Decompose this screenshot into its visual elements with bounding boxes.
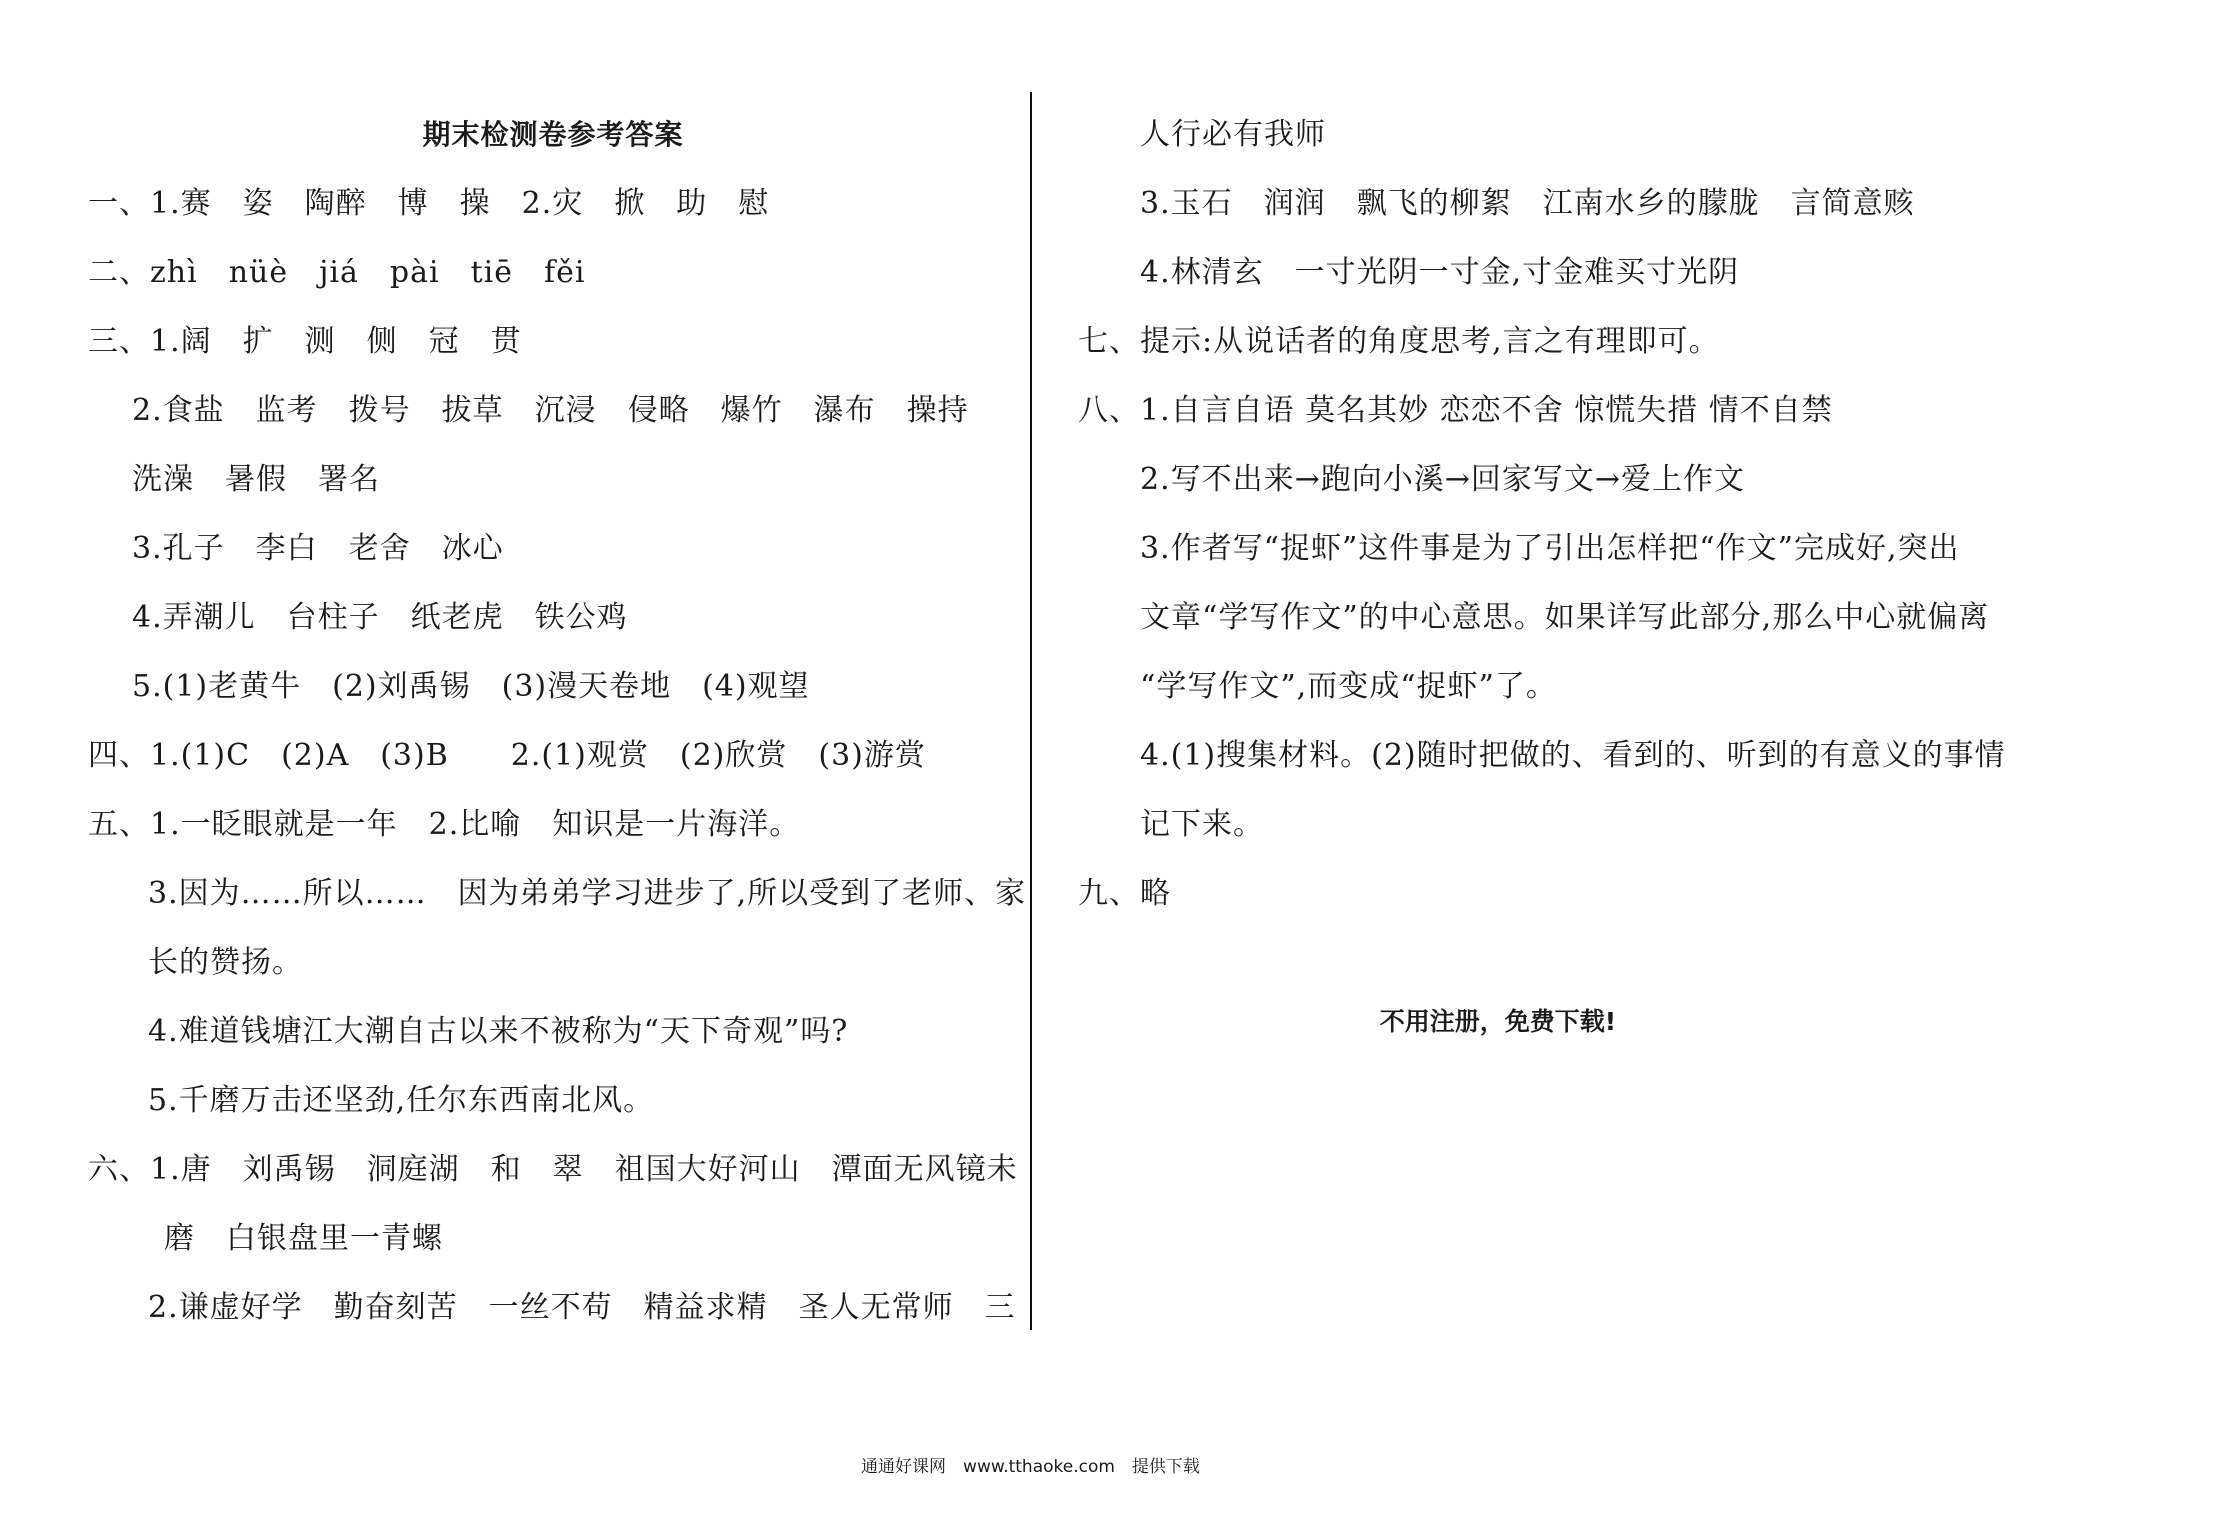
answer-line: 文章“学写作文”的中心意思。如果详写此部分,那么中心就偏离 [1140, 600, 1990, 635]
answer-line: 人行必有我师 [1140, 117, 1326, 152]
footer: 通通好课网 www.tthaoke.com 提供下载 [861, 1457, 1200, 1477]
answer-line: 八、1.自言自语 莫名其妙 恋恋不舍 惊慌失措 情不自禁 [1078, 393, 1833, 428]
answer-line: 4.弄潮儿 台柱子 纸老虎 铁公鸡 [132, 600, 628, 635]
answer-line: 洗澡 暑假 署名 [132, 462, 380, 497]
answer-line: 4.林清玄 一寸光阴一寸金,寸金难买寸光阴 [1140, 255, 1740, 290]
answer-line: 3.因为……所以…… 因为弟弟学习进步了,所以受到了老师、家 [148, 876, 1027, 911]
answer-line: 三、1.阔 扩 测 侧 冠 贯 [88, 324, 522, 359]
answer-line: 六、1.唐 刘禹锡 洞庭湖 和 翠 祖国大好河山 潭面无风镜未 [88, 1152, 1018, 1187]
answer-line: 5.(1)老黄牛 (2)刘禹锡 (3)漫天卷地 (4)观望 [132, 669, 810, 704]
answer-line: 九、略 [1078, 876, 1171, 911]
answer-line: 二、zhì nüè jiá pài tiē fěi [88, 255, 586, 290]
answer-line: 4.难道钱塘江大潮自古以来不被称为“天下奇观”吗? [148, 1014, 849, 1049]
left-column [88, 100, 1027, 1342]
answer-line: 七、提示:从说话者的角度思考,言之有理即可。 [1078, 324, 1720, 359]
left-answers [88, 169, 1027, 1342]
right-answers [1078, 100, 2006, 928]
answer-line: 磨 白银盘里一青螺 [164, 1221, 443, 1256]
column-divider [1030, 92, 1032, 1330]
answer-line: 3.孔子 李白 老舍 冰心 [132, 531, 504, 566]
page-title: 期末检测卷参考答案 [422, 118, 684, 151]
answer-line: 2.食盐 监考 拨号 拔草 沉浸 侵略 爆竹 瀑布 操持 [132, 393, 969, 428]
answer-line: 3.玉石 润润 飘飞的柳絮 江南水乡的朦胧 言简意赅 [1140, 186, 1915, 221]
answer-line: 五、1.一眨眼就是一年 2.比喻 知识是一片海洋。 [88, 807, 801, 842]
answer-line: 2.写不出来→跑向小溪→回家写文→爱上作文 [1140, 462, 1746, 497]
answer-line: 四、1.(1)C (2)A (3)B 2.(1)观赏 (2)欣赏 (3)游赏 [88, 738, 926, 773]
answer-line: 5.千磨万击还坚劲,任尔东西南北风。 [148, 1083, 655, 1118]
answer-line: 4.(1)搜集材料。(2)随时把做的、看到的、听到的有意义的事情 [1140, 738, 2006, 773]
answer-line: 2.谦虚好学 勤奋刻苦 一丝不苟 精益求精 圣人无常师 三 [148, 1290, 1016, 1325]
answer-line: “学写作文”,而变成“捉虾”了。 [1140, 669, 1557, 704]
answer-line: 一、1.赛 姿 陶醉 博 操 2.灾 掀 助 慰 [88, 186, 770, 221]
answer-line: 记下来。 [1140, 807, 1264, 842]
promo-text: 不用注册，免费下载! [1379, 1007, 1617, 1036]
answer-line: 3.作者写“捉虾”这件事是为了引出怎样把“作文”完成好,突出 [1140, 531, 1960, 566]
answer-line: 长的赞扬。 [148, 945, 303, 980]
right-column [1078, 100, 2006, 928]
